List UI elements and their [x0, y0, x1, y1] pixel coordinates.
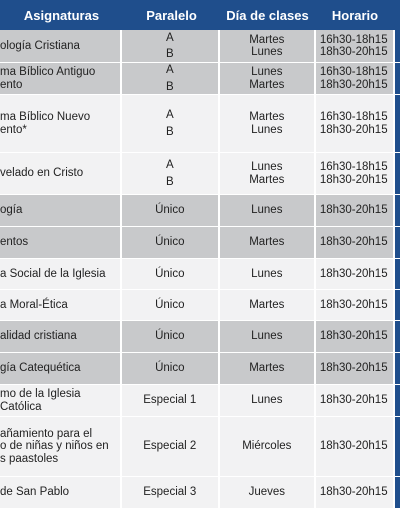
cell-horario [316, 227, 395, 258]
cell-dia-line: Lunes [251, 161, 283, 173]
row-edge [395, 95, 400, 152]
cell-paralelo [122, 153, 220, 194]
table-row [0, 417, 400, 477]
row-edge [395, 153, 400, 194]
cell-dia-line: Martes [249, 236, 285, 249]
cell-dia-line: Lunes [251, 66, 283, 78]
cell-paralelo-line: Único [155, 362, 185, 375]
cell-paralelo [122, 290, 220, 320]
cell-horario-line: 18h30-20h15 [319, 173, 388, 186]
cell-horario [316, 290, 395, 320]
cell-horario-line: 18h30-20h15 [319, 486, 388, 499]
table-row [0, 153, 400, 195]
row-edge [395, 353, 400, 384]
table-header [0, 0, 400, 30]
cell-paralelo [122, 227, 220, 258]
header-paralelo: Paralelo [146, 7, 197, 23]
cell-paralelo-line: A [165, 109, 174, 121]
row-edge [395, 195, 400, 226]
cell-dia [220, 227, 316, 258]
cell-dia [220, 321, 316, 352]
row-edge [395, 227, 400, 258]
header-edge [395, 0, 400, 30]
row-edge [395, 30, 400, 62]
cell-paralelo-line: A [165, 64, 174, 76]
row-edge [395, 259, 400, 289]
cell-paralelo-line: Único [155, 298, 185, 311]
cell-dia-line: Martes [249, 33, 285, 46]
cell-dia [220, 259, 316, 289]
cell-dia-line: Lunes [251, 267, 283, 280]
cell-horario [316, 259, 395, 289]
table-row [0, 290, 400, 321]
cell-paralelo-line: Único [155, 267, 185, 280]
table-row [0, 353, 400, 385]
cell-horario-line: 16h30-18h15 [319, 111, 388, 123]
table-row [0, 259, 400, 290]
cell-horario [316, 30, 395, 62]
cell-horario-line: 16h30-18h15 [319, 33, 388, 46]
cell-paralelo [122, 30, 220, 62]
cell-paralelo-line: Especial 1 [143, 394, 197, 407]
cell-horario-line: 16h30-18h15 [319, 161, 388, 173]
cell-horario [316, 95, 395, 152]
cell-dia-line: Lunes [251, 394, 283, 407]
cell-horario-line: 18h30-20h15 [319, 298, 388, 311]
cell-asignatura: ogía [0, 195, 122, 226]
table-row [0, 63, 400, 95]
header-asignaturas: Asignaturas [23, 7, 100, 23]
cell-horario [316, 63, 395, 94]
cell-dia [220, 417, 316, 476]
cell-asignatura: ma Bíblico Antiguo ento [0, 63, 122, 94]
cell-dia [220, 195, 316, 226]
cell-paralelo [122, 321, 220, 352]
cell-horario-line: 18h30-20h15 [319, 440, 388, 453]
cell-asignatura: velado en Cristo [0, 153, 122, 194]
table-row [0, 321, 400, 353]
cell-asignatura: ma Bíblico Nuevo ento* [0, 95, 122, 152]
cell-horario-line: 18h30-20h15 [319, 362, 388, 375]
cell-horario [316, 477, 395, 508]
cell-horario-line: 18h30-20h15 [319, 394, 388, 407]
cell-paralelo-line: B [165, 80, 174, 93]
cell-dia [220, 30, 316, 62]
cell-horario [316, 385, 395, 416]
cell-dia-line: Martes [249, 173, 285, 186]
cell-paralelo [122, 417, 220, 476]
cell-asignatura: a Moral-Ética [0, 290, 122, 320]
row-edge [395, 321, 400, 352]
table-row [0, 95, 400, 153]
header-dia: Día de clases [226, 7, 309, 23]
table-body [0, 30, 400, 509]
cell-horario-line: 18h30-20h15 [319, 204, 388, 217]
cell-asignatura: ología Cristiana [0, 30, 122, 62]
cell-dia [220, 290, 316, 320]
row-edge [395, 63, 400, 94]
cell-paralelo-line: A [165, 159, 174, 171]
cell-asignatura: mo de la Iglesia Católica [0, 385, 122, 416]
cell-horario-line: 18h30-20h15 [319, 330, 388, 343]
cell-paralelo-line: Único [155, 236, 185, 249]
row-edge [395, 417, 400, 476]
cell-dia-line: Lunes [251, 123, 283, 136]
table-row [0, 477, 400, 509]
cell-horario [316, 353, 395, 384]
cell-dia [220, 63, 316, 94]
cell-paralelo-line: Especial 3 [143, 486, 197, 499]
cell-dia-line: Jueves [248, 486, 286, 499]
cell-paralelo [122, 385, 220, 416]
cell-dia-line: Martes [249, 78, 285, 91]
table-row [0, 385, 400, 417]
cell-horario-line: 16h30-18h15 [319, 66, 388, 78]
cell-paralelo [122, 259, 220, 289]
cell-asignatura: alidad cristiana [0, 321, 122, 352]
row-edge [395, 290, 400, 320]
cell-asignatura: añamiento para el o de niñas y niños en s paastoles [0, 417, 122, 476]
cell-dia [220, 95, 316, 152]
cell-dia-line: Lunes [251, 330, 283, 343]
cell-horario [316, 153, 395, 194]
cell-horario-line: 18h30-20h15 [319, 46, 388, 58]
cell-paralelo-line: B [165, 48, 174, 60]
row-edge [395, 385, 400, 416]
cell-horario [316, 321, 395, 352]
row-edge [395, 477, 400, 508]
cell-paralelo-line: B [165, 175, 174, 188]
cell-paralelo-line: A [165, 31, 174, 44]
cell-dia [220, 477, 316, 508]
cell-paralelo [122, 95, 220, 152]
table-row [0, 195, 400, 227]
header-horario: Horario [331, 7, 379, 23]
cell-horario [316, 195, 395, 226]
table-row [0, 227, 400, 259]
cell-dia-line: Lunes [251, 46, 283, 58]
cell-paralelo-line: Único [155, 330, 185, 343]
cell-dia-line: Martes [249, 111, 285, 123]
cell-horario-line: 18h30-20h15 [319, 123, 388, 136]
cell-dia-line: Miércoles [242, 440, 292, 453]
cell-asignatura: de San Pablo [0, 477, 122, 508]
cell-horario [316, 417, 395, 476]
cell-paralelo-line: B [165, 125, 174, 138]
cell-horario-line: 18h30-20h15 [319, 236, 388, 249]
cell-asignatura: a Social de la Iglesia [0, 259, 122, 289]
cell-paralelo [122, 195, 220, 226]
cell-horario-line: 18h30-20h15 [319, 78, 388, 91]
cell-asignatura: entos [0, 227, 122, 258]
table-row [0, 30, 400, 63]
cell-dia-line: Martes [249, 362, 285, 375]
cell-paralelo-line: Único [155, 204, 185, 217]
cell-asignatura: gía Catequética [0, 353, 122, 384]
cell-dia [220, 385, 316, 416]
cell-dia-line: Lunes [251, 204, 283, 217]
cell-dia [220, 353, 316, 384]
cell-horario-line: 18h30-20h15 [319, 267, 388, 280]
cell-paralelo [122, 353, 220, 384]
cell-dia-line: Martes [249, 298, 285, 311]
cell-paralelo [122, 477, 220, 508]
cell-paralelo-line: Especial 2 [143, 440, 197, 453]
cell-dia [220, 153, 316, 194]
cell-paralelo [122, 63, 220, 94]
